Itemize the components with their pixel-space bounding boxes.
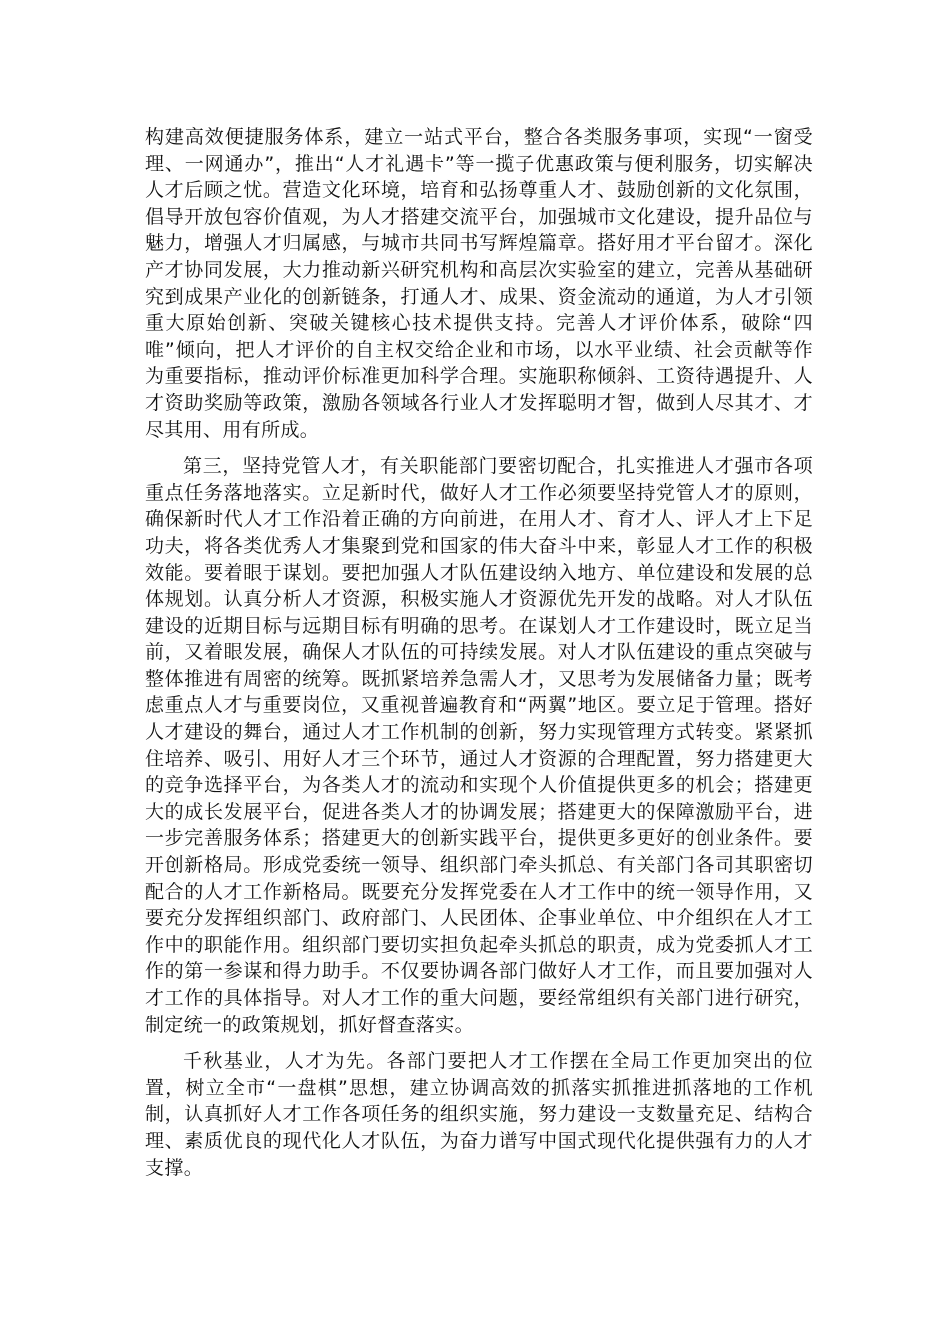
paragraph-party-manages-talent: 第三，坚持党管人才，有关职能部门要密切配合，扎实推进人才强市各项重点任务落地落实。立足新时代，做好人才工作必须要坚持党管人才的原则，确保新时代人才工作沿着正确的方向前进，在用人才、育才人、评人才上下足功夫，将各类优秀人才集聚到党和国家的伟大奋斗中来，彰显人才工作的积极效能。要着眼于谋划。要把加强人才队伍建设纳入地方、单位建设和发展的总体规划。认真分析人才资源，积极实施人才资源优先开发的战略。对人才队伍建设的近期目标与远期目标有明确的思考。在谋划人才工作建设时，既立足当前，又着眼发展，确保人才队伍的可持续发展。对人才队伍建设的重点突破与整体推进有周密的统筹。既抓紧培养急需人才，又思考为发展储备力量；既考虑重点人才与重要岗位，又重视普遍教育和“两翼”地区。要立足于管理。搭好人才建设的舞台，通过人才工作机制的创新，努力实现管理方式转变。紧紧抓住培养、吸引、用好人才三个环节，通过人才资源的合理配置，努力搭建更大的竞争选择平台，为各类人才的流动和实现个人价值提供更多的机会；搭建更大的成长发展平台，促进各类人才的协调发展；搭建更大的保障激励平台，进一步完善服务体系；搭建更大的创新实践平台，提供更多更好的创业条件。要开创新格局。形成党委统一领导、组织部门牵头抓总、有关部门各司其职密切配合的人才工作新格局。既要充分发挥党委在人才工作中的统一领导作用，又要充分发挥组织部门、政府部门、人民团体、企事业单位、中介组织在人才工作中的职能作用。组织部门要切实担负起牵头抓总的职责，成为党委抓人才工作的第一参谋和得力助手。不仅要协调各部门做好人才工作，而且要加强对人才工作的具体指导。对人才工作的重大问题，要经常组织有关部门进行研究，制定统一的政策规划，抓好督查落实。 [145,455,813,1036]
paragraph-talent-services: 构建高效便捷服务体系，建立一站式平台，整合各类服务事项，实现“一窗受理、一网通办”，推出“人才礼遇卡”等一揽子优惠政策与便利服务，切实解决人才后顾之忧。营造文化环境，培育和弘扬尊重人才、鼓励创新的文化氛围，倡导开放包容价值观，为人才搭建交流平台，加强城市文化建设，提升品位与魅力，增强人才归属感，与城市共同书写辉煌篇章。搭好用才平台留才。深化产才协同发展，大力推动新兴研究机构和高层次实验室的建立，完善从基础研究到成果产业化的创新链条，打通人才、成果、资金流动的通道，为人才引领重大原始创新、突破关键核心技术提供支持。完善人才评价体系，破除“四唯”倾向，把人才评价的自主权交给企业和市场，以水平业绩、社会贡献等作为重要指标，推动评价标准更加科学合理。实施职称倾斜、工资待遇提升、人才资助奖励等政策，激励各领域各行业人才发挥聪明才智，做到人尽其才、才尽其用、用有所成。 [145,126,813,441]
document-body [145,124,813,1181]
paragraph-conclusion: 千秋基业，人才为先。各部门要把人才工作摆在全局工作更加突出的位置，树立全市“一盘棋”思想，建立协调高效的抓落实抓推进抓落地的工作机制，认真抓好人才工作各项任务的组织实施，努力建设一支数量充足、结构合理、素质优良的现代化人才队伍，为奋力谱写中国式现代化提供强有力的人才支撑。 [145,1050,813,1179]
